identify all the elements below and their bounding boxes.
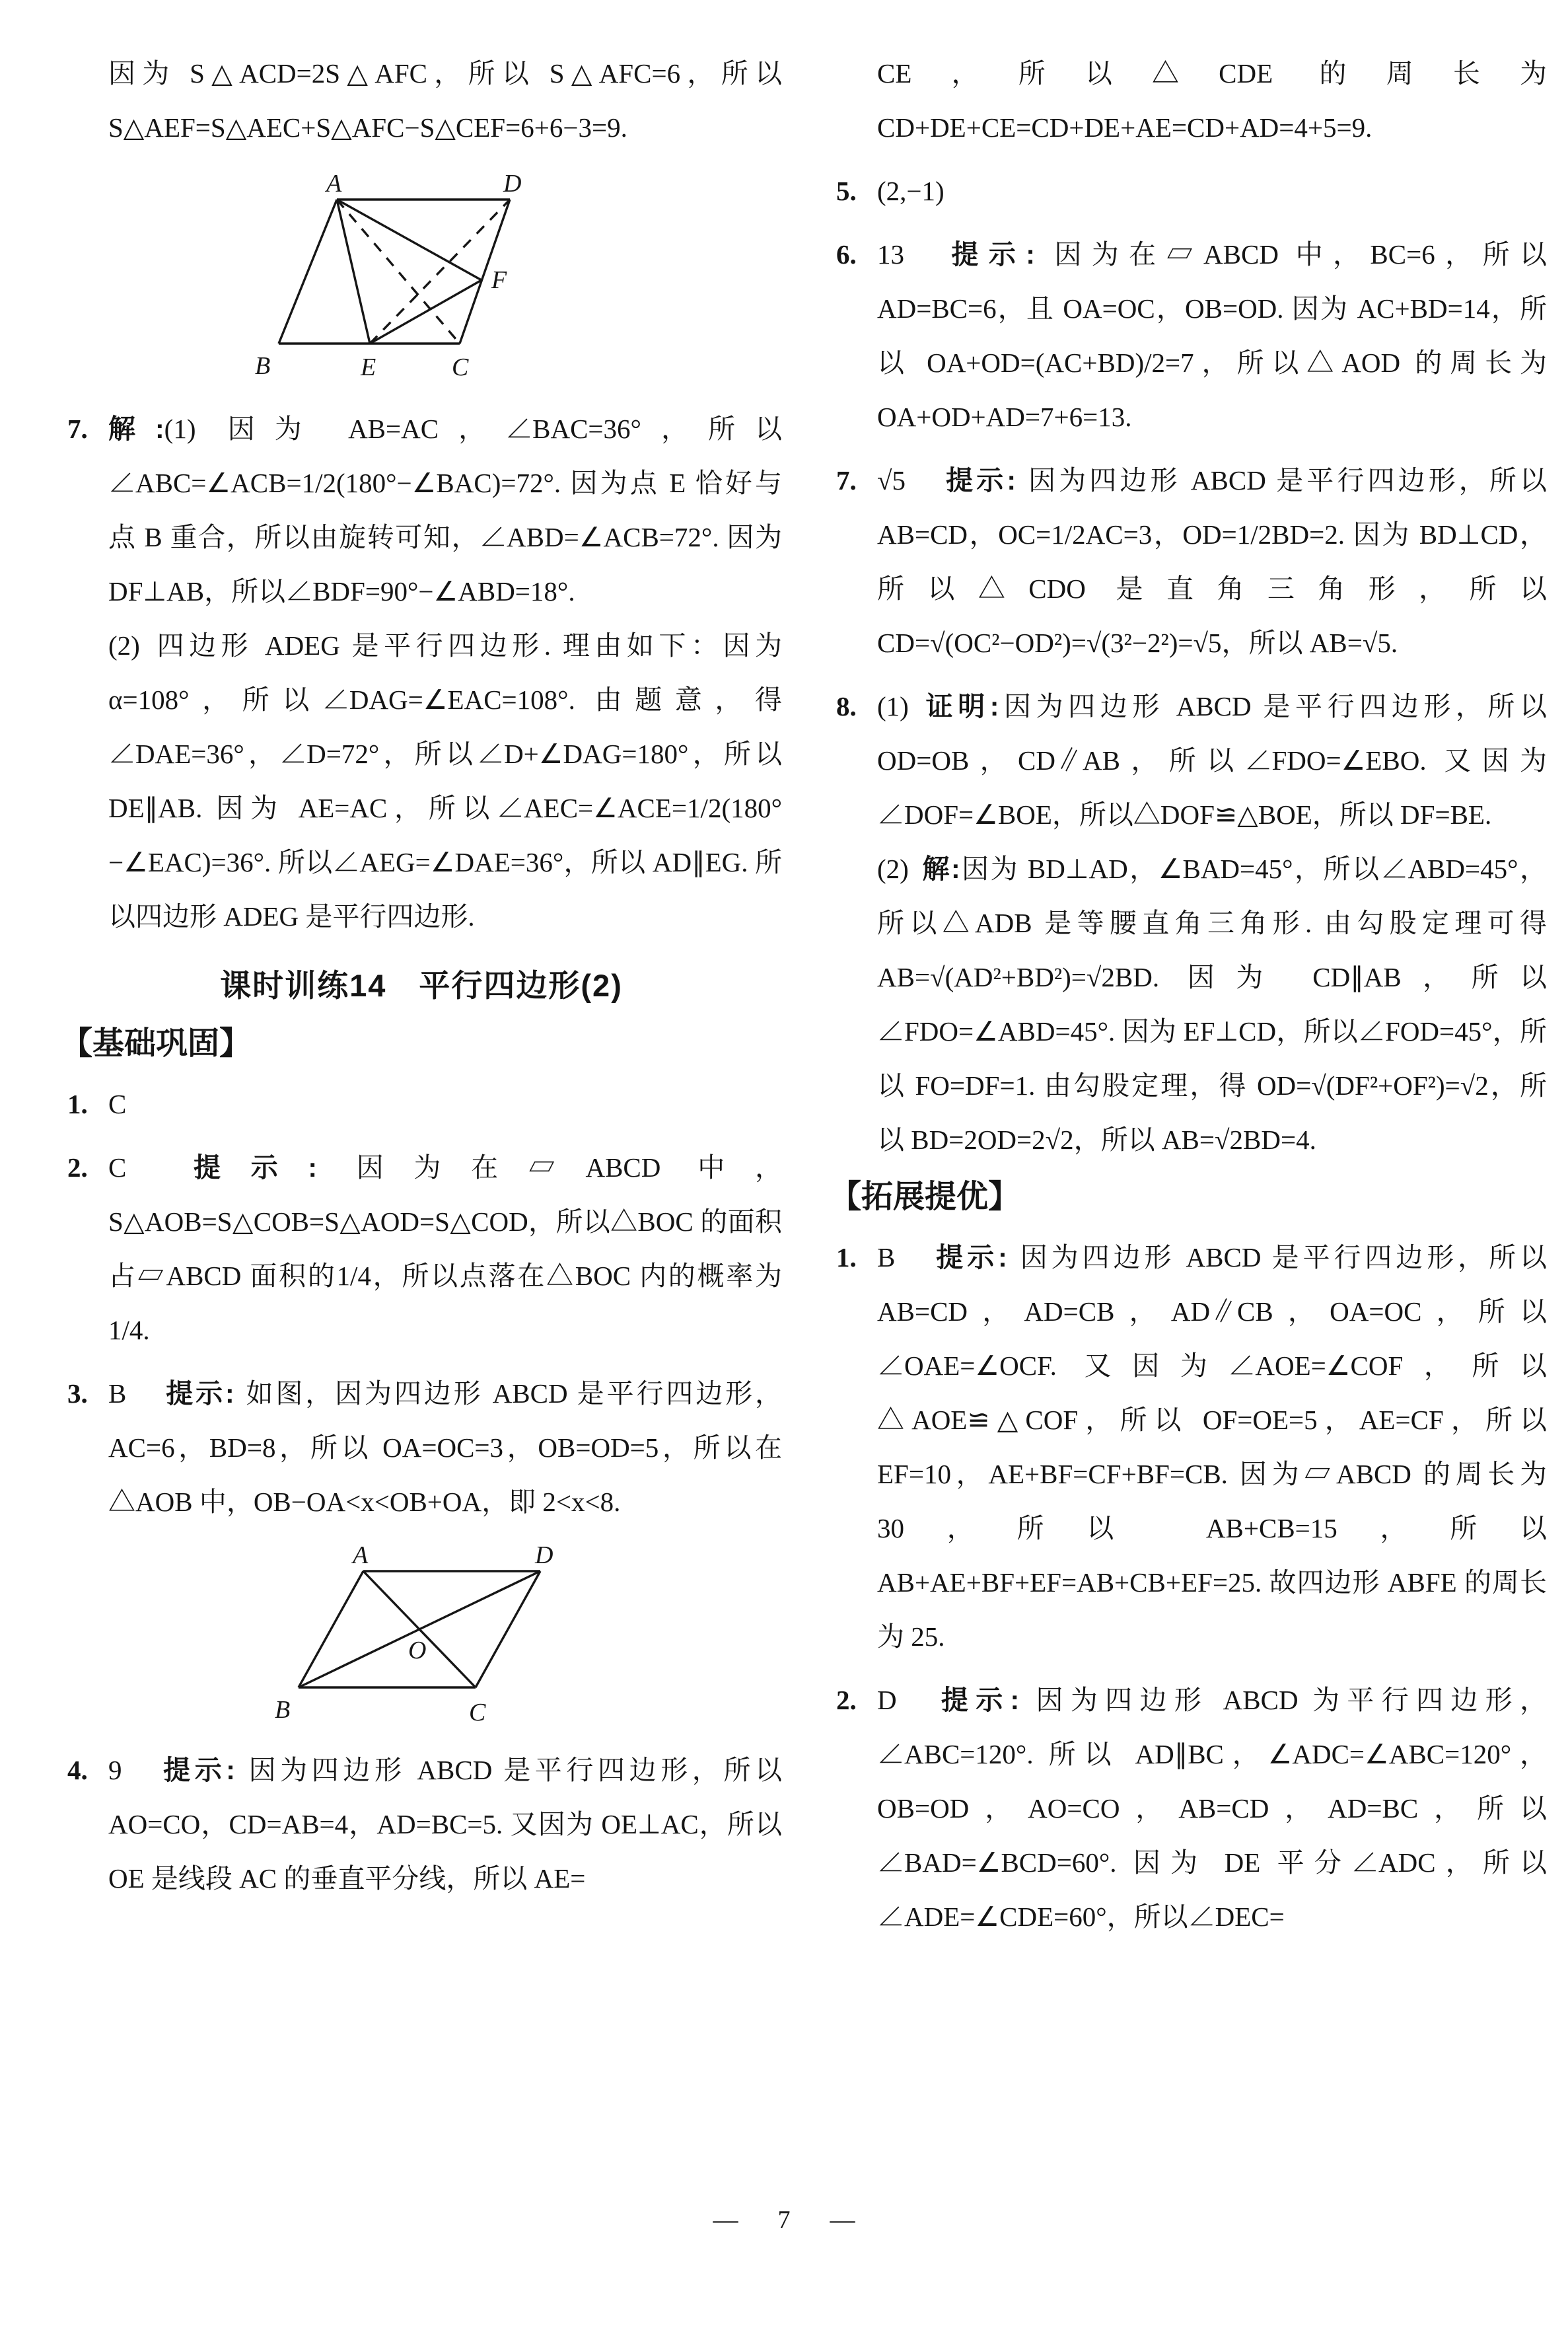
part2-prefix: (2) (877, 854, 909, 884)
answer-letter: B (877, 1242, 896, 1273)
hint-label: 提示: (933, 1685, 1020, 1715)
solve-label: 解: (108, 414, 164, 444)
carryover-solution-text: 因为 S△ACD=2S△AFC，所以 S△AFC=6，所以 S△AEF=S△AEC+S△AFC−S△CEF=6+6−3=9. (108, 58, 782, 143)
diagonal-bd (299, 1571, 540, 1687)
hint-label: 提示: (941, 239, 1035, 270)
q5-answer-row (877, 164, 1547, 218)
q8-part2 (877, 842, 1547, 1167)
hint-label: 提示: (159, 1755, 235, 1785)
question-number: 7. (67, 414, 88, 444)
part1-prefix: (1) (877, 691, 909, 721)
question-6 (830, 227, 1547, 444)
q8-part1 (877, 679, 1547, 842)
edge-ab (299, 1571, 363, 1687)
q2-hint-text: 因为在▱ABCD 中，S△AOB=S△COB=S△AOD=S△COD，所以△BOC 的面积占▱ABCD 面积的1/4，所以点落在△BOC 内的概率为1/4. (108, 1152, 782, 1345)
q8-part2-text: 因为 BD⊥AD，∠BAD=45°，所以∠ABD=45°，所以△ADB 是等腰直角三角形. 由勾股定理可得 AB=√(AD²+BD²)=√2BD. 因为 CD∥AB，所以∠FDO=∠ABD=45°. 因为 EF⊥CD，所以∠FOD=45°，所以 FO=DF=1. 由勾股定理，得 OD=√(DF²+OF²)=√2，所以 BD=2OD=2√2，所以 AB=√2BD=4. (877, 854, 1548, 1155)
question-7-solution (61, 402, 782, 943)
q7-part2-text: 四边形 ADEG 是平行四边形. 理由如下：因为 α=108°，所以∠DAG=∠EAC=108°. 由题意，得∠DAE=36°，∠D=72°，所以∠D+∠DAG=180°，所以 DE∥AB. 因为 AE=AC，所以∠AEC=∠ACE=1/2(180°−∠EAC)=36°. 所以∠AEG=∠DAE=36°，所以 AD∥EG. 所以四边形 ADEG 是平行四边形. (108, 630, 782, 932)
question-number: 3. (67, 1378, 88, 1409)
question-number: 2. (67, 1152, 88, 1183)
answer-letter: B (108, 1378, 127, 1409)
vertex-label-a: A (326, 170, 342, 198)
answer-radical: √5 (877, 465, 906, 496)
question-number: 8. (836, 691, 857, 721)
q2-body (108, 1140, 782, 1357)
footer-dash-left: — (713, 2206, 738, 2234)
section-extension-improvement: 【拓展提优】 (830, 1179, 1020, 1214)
q3-body (108, 1366, 782, 1529)
answer-letter: C (108, 1089, 127, 1119)
vertex-label-d: D (503, 170, 522, 198)
q7-body (877, 453, 1547, 670)
page-footer (0, 2205, 1568, 2234)
question-number: 5. (836, 176, 857, 206)
segment-ef (370, 280, 481, 344)
question-number: 2. (836, 1685, 857, 1715)
figure-parallelogram-abcd-diagonals-o (61, 1545, 782, 1730)
vertex-label-b: B (255, 352, 271, 380)
q7-part1 (108, 402, 782, 618)
question-2 (61, 1140, 782, 1357)
center-label-o: O (408, 1637, 427, 1664)
section-basic-consolidation: 【基础巩固】 (61, 1026, 252, 1061)
proof-label: 证明: (925, 691, 999, 721)
q3-hint-text: 如图，因为四边形 ABCD 是平行四边形，AC=6，BD=8，所以 OA=OC=3，OB=OD=5，所以在△AOB 中，OB−OA<x<OB+OA，即 2<x<8. (108, 1378, 782, 1517)
page-number: 7 (777, 2206, 791, 2234)
q7-hint-text: 因为四边形 ABCD 是平行四边形，所以 AB=CD，OC=1/2AC=3，OD=1/2BD=2. 因为 BD⊥CD，所以△CDO 是直角三角形，所以 CD=√(OC²−OD²)=√(3²−2²)=√5，所以 AB=√5. (877, 465, 1547, 658)
x2-body (877, 1673, 1547, 1944)
vertex-label-c: C (452, 353, 469, 381)
question-7-answer (830, 453, 1547, 670)
answer-letter: D (877, 1685, 897, 1715)
hint-label: 提示: (943, 465, 1016, 496)
question-number: 1. (67, 1089, 88, 1119)
vertex-label-d: D (535, 1545, 553, 1569)
edge-cd (476, 1571, 540, 1687)
q4-body (108, 1743, 782, 1905)
footer-dash-right: — (830, 2206, 855, 2234)
answer-coordinates: (2,−1) (877, 176, 944, 206)
hint-label: 提示: (163, 1152, 318, 1183)
question-number: 7. (836, 465, 857, 496)
solve-label: 解: (922, 854, 960, 884)
extension-question-1 (830, 1230, 1547, 1664)
figure2-svg (256, 1545, 587, 1730)
carryover-solution-text: CE，所以△CDE 的周长为 CD+DE+CE=CD+DE+AE=CD+AD=4+5=9. (877, 58, 1547, 143)
q6-body (877, 227, 1547, 444)
q4-hint-text: 因为四边形 ABCD 是平行四边形，所以 AO=CO，CD=AB=4，AD=BC=5. 又因为 OE⊥AC，所以 OE 是线段 AC 的垂直平分线，所以 AE= (108, 1755, 782, 1894)
hint-label: 提示: (932, 1242, 1007, 1273)
answer-letter: C (108, 1152, 127, 1183)
lesson-title: 课时训练14 平行四边形(2) (220, 968, 623, 1003)
question-number: 1. (836, 1242, 857, 1273)
x1-hint-text: 因为四边形 ABCD 是平行四边形，所以 AB=CD，AD=CB，AD∥CB，OA=OC，所以∠OAE=∠OCF. 又因为∠AOE=∠COF，所以△AOE≌△COF，所以 OF=OE=5，AE=CF，所以 EF=10，AE+BF=CF+BF=CB. 因为▱ABCD 的周长为 30，所以 AB+CB=15，所以 AB+AE+BF+EF=AB+CB+EF=25. 故四边形 ABFE 的周长为 25. (877, 1242, 1547, 1652)
question-1 (61, 1077, 782, 1131)
answer-value: 13 (877, 239, 904, 270)
q8-part1-text: 因为四边形 ABCD 是平行四边形，所以 OD=OB，CD∥AB，所以∠FDO=∠EBO. 又因为∠DOF=∠BOE，所以△DOF≌△BOE，所以 DF=BE. (877, 691, 1547, 830)
question-4 (61, 1743, 782, 1905)
part1-prefix: (1) (164, 414, 196, 444)
figure1-svg (236, 170, 606, 388)
hint-label: 提示: (163, 1378, 234, 1409)
q7-part2 (108, 618, 782, 943)
extension-question-2 (830, 1673, 1547, 1944)
q6-hint-text: 因为在▱ABCD 中，BC=6，所以 AD=BC=6，且 OA=OC，OB=OD. 因为 AC+BD=14，所以 OA+OD=(AC+BD)/2=7，所以△AOD 的周长为 OA+OD+AD=7+6=13. (877, 239, 1548, 432)
question-8-solution (830, 679, 1547, 1167)
question-number: 6. (836, 239, 857, 270)
segment-ae (337, 200, 370, 344)
question-3 (61, 1366, 782, 1529)
x1-body (877, 1230, 1547, 1664)
q7-part1-text: 因为 AB=AC，∠BAC=36°，所以∠ABC=∠ACB=1/2(180°−∠BAC)=72°. 因为点 E 恰好与点 B 重合，所以由旋转可知，∠ABD=∠ACB=72°. 因为 DF⊥AB，所以∠BDF=90°−∠ABD=18°. (108, 414, 783, 607)
vertex-label-f: F (491, 266, 507, 294)
figure-parallelogram-abcd-with-e-f (61, 170, 782, 388)
question-5 (830, 164, 1547, 218)
vertex-label-a: A (353, 1545, 369, 1569)
answer-value: 9 (108, 1755, 122, 1785)
part2-prefix: (2) (108, 630, 140, 661)
x2-hint-text: 因为四边形 ABCD 为平行四边形，∠ABC=120°. 所以 AD∥BC，∠ADC=∠ABC=120°，OB=OD，AO=CO，AB=CD，AD=BC，所以∠BAD=∠BCD=60°. 因为 DE 平分∠ADC，所以∠ADE=∠CDE=60°，所以∠DEC= (877, 1685, 1547, 1932)
question-number: 4. (67, 1755, 88, 1785)
vertex-label-b: B (275, 1696, 291, 1724)
vertex-label-c: C (469, 1699, 486, 1726)
edge-ab (279, 200, 337, 344)
segment-af (337, 200, 481, 280)
q1-answer-row (108, 1077, 782, 1131)
right-column (830, 46, 1547, 1953)
vertex-label-e: E (361, 353, 376, 381)
left-column (61, 46, 782, 1915)
